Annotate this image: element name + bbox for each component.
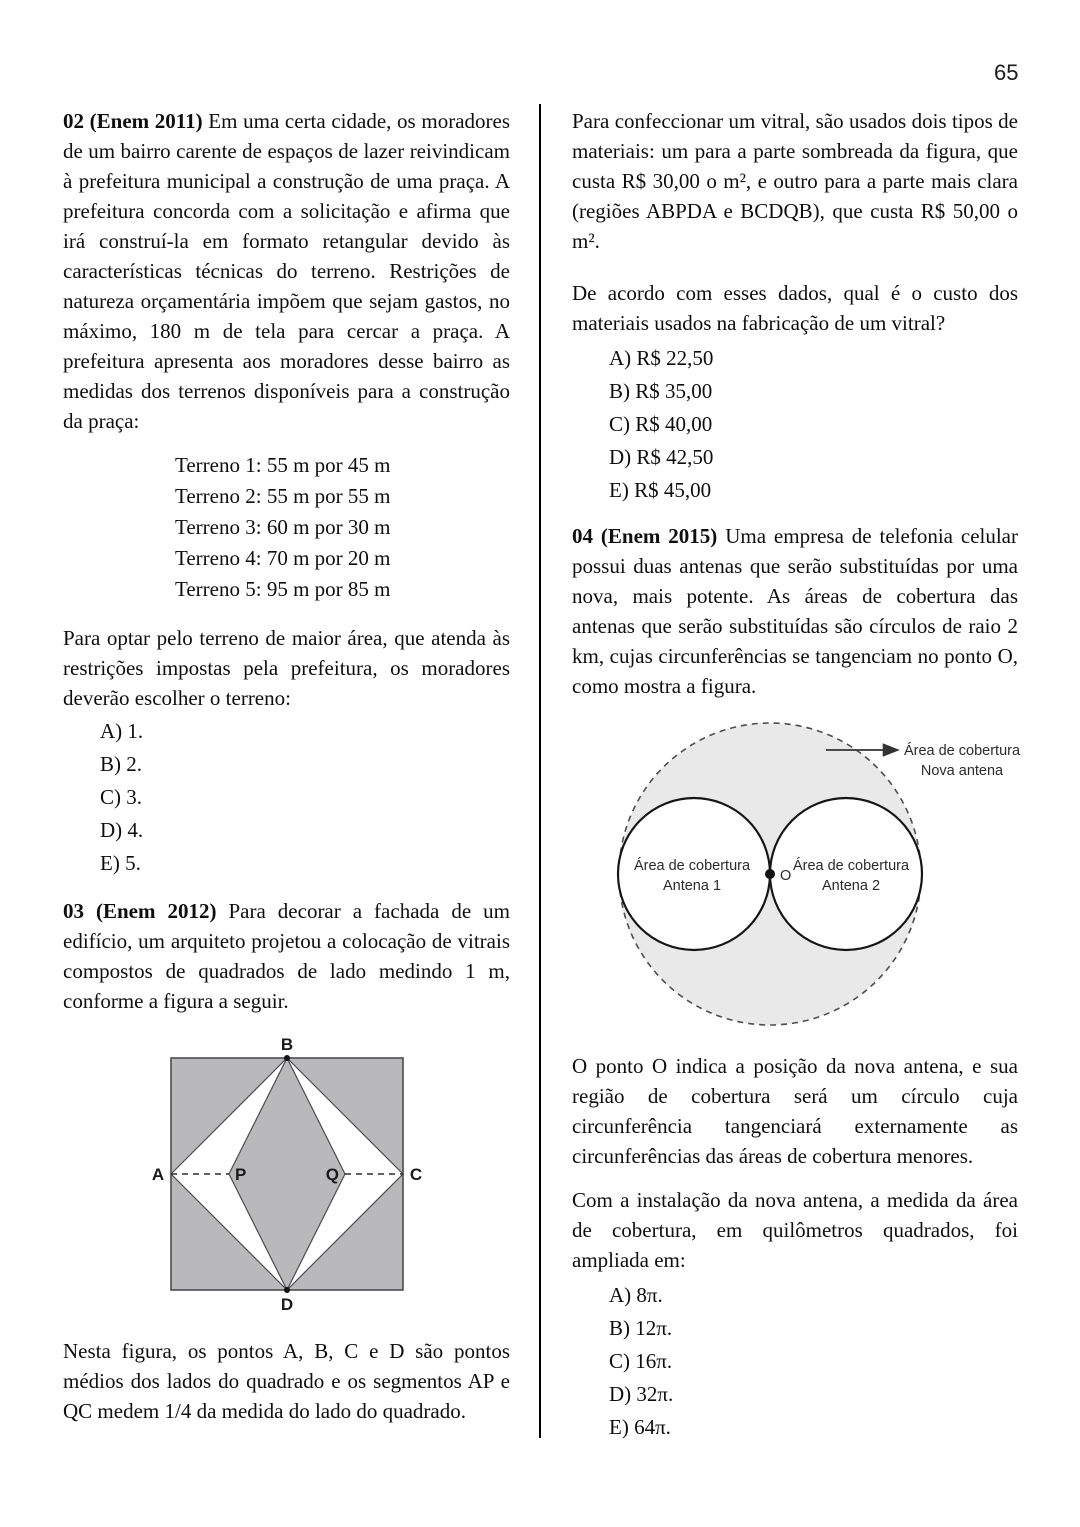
question-03-cont1: Para confeccionar um vitral, são usados dois tipos de materiais: um para a parte sombreada da figura, que custa R$ 30,00 o m², e outro para a parte mais clara (regiões ABPDA e BCDQB), que custa R$ 50,00 o m². xyxy=(572,109,1018,253)
column-divider xyxy=(539,104,541,1438)
question-02-text: Em uma certa cidade, os moradores de um bairro carente de espaços de lazer reivindicam à prefeitura municipal a construção de uma praça. A prefeitura concorda com a solicitação e afirma que irá construí-la em formato retangular devido às características técnicas do terreno. Restrições de natureza orçamentária impõem que sejam gastos, no máximo, 180 m de tela para cercar a praça. A prefeitura apresenta aos moradores desse bairro as medidas dos terrenos disponíveis para a construção da praça: xyxy=(63,109,511,433)
answer-option: D) R$ 42,50 xyxy=(609,445,714,469)
terreno-item: Terreno 2: 55 m por 55 m xyxy=(175,484,391,508)
label-Q: Q xyxy=(325,1165,339,1184)
vertex-dot-B xyxy=(284,1055,290,1061)
question-03-intro xyxy=(63,896,510,1016)
label-A: A xyxy=(151,1165,164,1184)
question-03-number: 03 (Enem 2012) xyxy=(63,899,217,923)
answer-option: D) 32π. xyxy=(609,1382,674,1406)
question-04-para1: O ponto O indica a posição da nova antena, e sua região de cobertura será um círculo cuja circunferência tangenciará externamente as circunferências das áreas de cobertura menores. xyxy=(572,1054,1018,1168)
new-antenna-label-line2: Nova antena xyxy=(920,763,1004,779)
terrenos-list xyxy=(175,450,510,605)
antenna1-label-line1: Área de cobertura xyxy=(633,858,751,874)
question-02-number: 02 (Enem 2011) xyxy=(63,109,203,133)
question-03-options xyxy=(609,342,1018,507)
answer-option: A) 8π. xyxy=(609,1283,663,1307)
question-04-options xyxy=(609,1279,1018,1444)
point-O-label: O xyxy=(780,868,792,884)
page-number: 65 xyxy=(994,60,1019,85)
antenna1-label-line2: Antena 1 xyxy=(662,878,722,894)
answer-option: E) 5. xyxy=(100,851,141,875)
question-03-cont2: De acordo com esses dados, qual é o custo dos materiais usados na fabricação de um vitral? xyxy=(572,281,1018,335)
question-03-caption: Nesta figura, os pontos A, B, C e D são pontos médios dos lados do quadrado e os segmentos AP e QC medem 1/4 da medida do lado do quadrado. xyxy=(63,1339,510,1423)
answer-option: B) 2. xyxy=(100,752,142,776)
antenna2-label-line1: Área de cobertura xyxy=(792,858,910,874)
question-02-intro xyxy=(63,106,510,436)
answer-option: E) R$ 45,00 xyxy=(609,478,712,502)
antenna2-coverage-circle xyxy=(770,798,922,950)
answer-option: E) 64π. xyxy=(609,1415,671,1439)
antennas-figure xyxy=(572,709,1022,1031)
answer-option: A) R$ 22,50 xyxy=(609,346,714,370)
terreno-item: Terreno 4: 70 m por 20 m xyxy=(175,546,391,570)
answer-option: C) R$ 40,00 xyxy=(609,412,713,436)
label-B: B xyxy=(280,1035,293,1054)
antenna1-coverage-circle xyxy=(618,798,770,950)
question-04-number: 04 (Enem 2015) xyxy=(572,524,718,548)
answer-option: C) 3. xyxy=(100,785,142,809)
answer-option: D) 4. xyxy=(100,818,144,842)
tangent-point-O-dot xyxy=(765,869,775,879)
antenna2-label-line2: Antena 2 xyxy=(821,878,881,894)
label-P: P xyxy=(234,1165,246,1184)
vitral-figure xyxy=(122,1034,452,1318)
terreno-item: Terreno 3: 60 m por 30 m xyxy=(175,515,391,539)
vertex-dot-D xyxy=(284,1287,290,1293)
question-04-intro xyxy=(572,521,1018,701)
terreno-item: Terreno 1: 55 m por 45 m xyxy=(175,453,391,477)
terreno-item: Terreno 5: 95 m por 85 m xyxy=(175,577,391,601)
question-02-options xyxy=(100,715,510,880)
answer-option: B) R$ 35,00 xyxy=(609,379,713,403)
question-02-prompt: Para optar pelo terreno de maior área, que atenda às restrições impostas pela prefeitura, os moradores deverão escolher o terreno: xyxy=(63,626,510,710)
question-03-text: Para decorar a fachada de um edifício, um arquiteto projetou a colocação de vitrais compostos de quadrados de lado medindo 1 m, conforme a figura a seguir. xyxy=(63,899,510,1013)
answer-option: C) 16π. xyxy=(609,1349,673,1373)
right-column xyxy=(572,106,1021,1460)
question-04-para2: Com a instalação da nova antena, a medida da área de cobertura, em quilômetros quadrados, foi ampliada em: xyxy=(572,1188,1018,1272)
label-C: C xyxy=(409,1165,422,1184)
new-antenna-label-line1: Área de cobertura xyxy=(903,743,1021,759)
question-04-text: Uma empresa de telefonia celular possui duas antenas que serão substituídas por uma nova, mais potente. As áreas de cobertura das antenas que serão substituídas são círculos de raio 2 km, cujas circunferências se tangenciam no ponto O, como mostra a figura. xyxy=(572,524,1018,698)
left-column xyxy=(63,106,510,1444)
answer-option: B) 12π. xyxy=(609,1316,673,1340)
label-D: D xyxy=(280,1295,293,1314)
answer-option: A) 1. xyxy=(100,719,144,743)
